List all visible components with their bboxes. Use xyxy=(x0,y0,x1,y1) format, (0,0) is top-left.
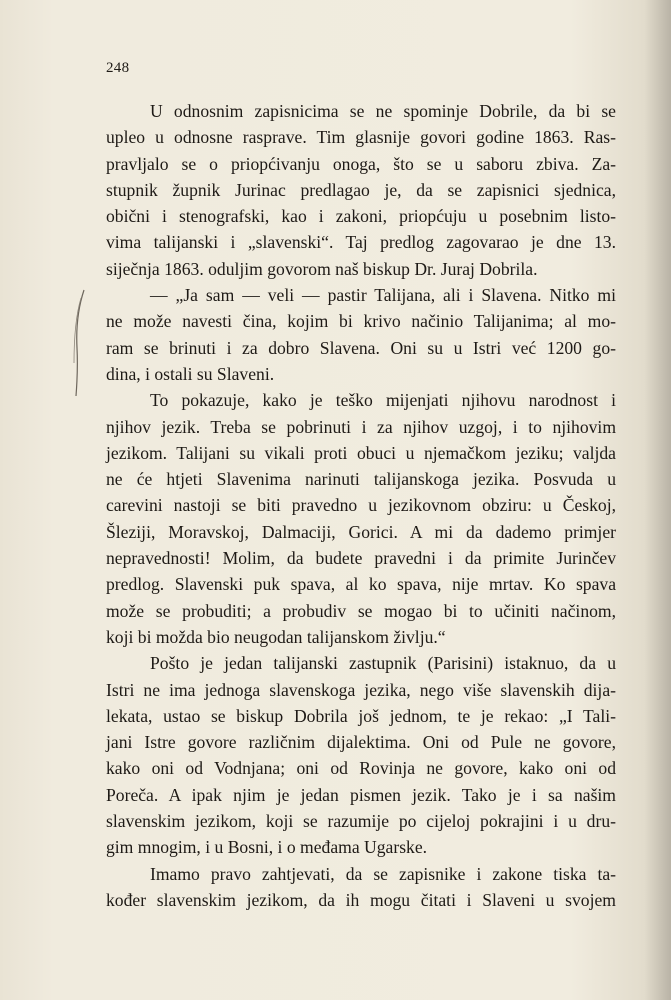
text-line: To pokazuje, kako je teško mijenjati njihovu narodnost i xyxy=(150,390,616,411)
text-line: koji bi možda bio neugodan talijanskom življu.“ xyxy=(106,626,446,647)
text-line: kako oni od Vodnjana; oni od Rovinja ne govore, kako oni od xyxy=(106,758,616,779)
text-line: predlog. Slavenski puk spava, al ko spava, nije mrtav. Ko spava xyxy=(106,574,616,595)
text-line: dina, i ostali su Slaveni. xyxy=(106,363,275,384)
text-line: Poreča. A ipak njim je jedan pismen jezik. Tako je i sa našim xyxy=(106,784,616,805)
text-line: gim mnogim, i u Bosni, i o međama Ugarske. xyxy=(106,837,428,858)
margin-pencil-mark xyxy=(68,288,88,398)
text-line: ram se brinuti i za dobro Slavena. Oni su u Istri već 1200 go- xyxy=(106,337,616,358)
text-line: — „Ja sam — veli — pastir Talijana, ali i Slavena. Nitko mi xyxy=(150,285,616,306)
text-line: Pošto je jedan talijanski zastupnik (Parisini) istaknuo, da u xyxy=(150,653,616,674)
text-line: Istri ne ima jednoga slavenskoga jezika, nego više slavenskih dija- xyxy=(106,679,616,700)
text-line: Šleziji, Moravskoj, Dalmaciji, Gorici. A mi da dademo primjer xyxy=(106,521,616,542)
text-line: jani Istre govore različnim dijalektima. Oni od Pule ne govore, xyxy=(106,732,616,753)
text-line: upleo u odnosne rasprave. Tim glasnije govori godine 1863. Ras- xyxy=(106,127,616,148)
text-line: jezikom. Talijani su vikali proti obuci u njemačkom jeziku; valjda xyxy=(106,442,616,463)
text-line: lekata, ustao se biskup Dobrila još jednom, te je rekao: „I Tali- xyxy=(106,705,616,726)
text-line: vima talijanski i „slavenski“. Taj predlog zagovarao je dne 13. xyxy=(106,232,616,253)
text-line: obični i stenografski, kao i zakoni, priopćuju u posebnim listo- xyxy=(106,206,616,227)
text-line: Imamo pravo zahtjevati, da se zapisnike i zakone tiska ta- xyxy=(150,863,616,884)
text-line: kođer slavenskim jezikom, da ih mogu čitati i Slaveni u svojem xyxy=(106,889,616,910)
text-line: siječnja 1863. oduljim govorom naš biskup Dr. Juraj Dobrila. xyxy=(106,258,538,279)
text-line: nepravednosti! Molim, da budete pravedni i da primite Jurinčev xyxy=(106,548,616,569)
text-line: ne će htjeti Slavenima narinuti talijanskoga jezika. Posvuda u xyxy=(106,469,616,490)
body-text xyxy=(106,98,616,913)
page-number: 248 xyxy=(106,60,130,76)
text-line: carevini nastoji se biti pravedno u jezikovnom obziru: u Českoj, xyxy=(106,495,616,516)
text-line: njihov jezik. Treba se pobrinuti i za njihov uzgoj, i to njihovim xyxy=(106,416,616,437)
text-line: može se probuditi; a probudiv se mogao bi to učiniti načinom, xyxy=(106,600,616,621)
text-line: stupnik župnik Jurinac predlagao je, da se zapisnici sjednica, xyxy=(106,179,616,200)
text-line: pravljalo se o priopćivanju onoga, što se u saboru zbiva. Za- xyxy=(106,153,616,174)
text-line: U odnosnim zapisnicima se ne spominje Dobrile, da bi se xyxy=(150,101,616,121)
text-line: ne može navesti čina, kojim bi krivo načinio Talijanima; al mo- xyxy=(106,311,616,332)
text-line: slavenskim jezikom, koji se razumije po cijeloj pokrajini i u dru- xyxy=(106,811,616,832)
